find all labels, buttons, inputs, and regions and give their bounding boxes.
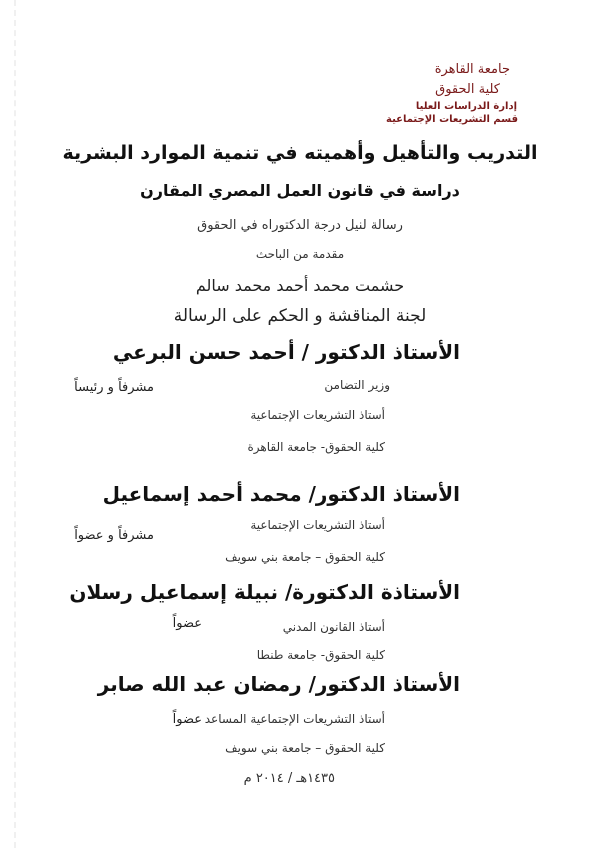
- thesis-degree: رسالة لنيل درجة الدكتوراه في الحقوق: [197, 218, 403, 233]
- header-department: قسم التشريعات الإجتماعية: [386, 114, 518, 125]
- committee-heading: لجنة المناقشة و الحكم على الرسالة: [173, 306, 427, 326]
- header-admin: إدارة الدراسات العليا: [415, 101, 517, 112]
- member-1-line2: أستاذ التشريعات الإجتماعية: [250, 408, 385, 422]
- researcher-name: حشمت محمد أحمد محمد سالم: [195, 276, 405, 295]
- member-4-line2: كلية الحقوق – جامعة بني سويف: [225, 741, 385, 755]
- member-3-role: عضواً: [172, 616, 202, 631]
- member-1-role: مشرفاً و رئيساً: [74, 380, 154, 395]
- member-3-line1: أستاذ القانون المدني: [282, 620, 385, 634]
- member-4-line1: أستاذ التشريعات الإجتماعية المساعد: [204, 712, 385, 726]
- member-1-line1: وزير التضامن: [324, 378, 390, 392]
- presented-by-label: مقدمة من الباحث: [255, 247, 345, 261]
- scan-edge-shadow: [14, 0, 36, 848]
- member-2-role: مشرفاً و عضواً: [74, 528, 154, 543]
- member-2-name: الأستاذ الدكتور/ محمد أحمد إسماعيل: [102, 482, 460, 506]
- member-4-role: عضواً: [172, 712, 202, 727]
- member-1-name: الأستاذ الدكتور / أحمد حسن البرعي: [112, 340, 460, 364]
- member-4-name: الأستاذ الدكتور/ رمضان عبد الله صابر: [97, 672, 460, 696]
- date-line: ١٤٣٥هـ / ٢٠١٤ م: [243, 771, 335, 786]
- member-3-line2: كلية الحقوق- جامعة طنطا: [256, 648, 385, 662]
- thesis-title: التدريب والتأهيل وأهميته في تنمية الموارد البشرية: [62, 142, 538, 164]
- thesis-subtitle: دراسة في قانون العمل المصري المقارن: [140, 181, 460, 200]
- member-2-line2: كلية الحقوق – جامعة بني سويف: [225, 550, 385, 564]
- member-1-line3: كلية الحقوق- جامعة القاهرة: [247, 440, 385, 454]
- header-faculty: كلية الحقوق: [435, 82, 500, 97]
- header-university: جامعة القاهرة: [434, 62, 510, 77]
- member-3-name: الأستاذة الدكتورة/ نبيلة إسماعيل رسلان: [69, 580, 460, 604]
- member-2-line1: أستاذ التشريعات الإجتماعية: [250, 518, 385, 532]
